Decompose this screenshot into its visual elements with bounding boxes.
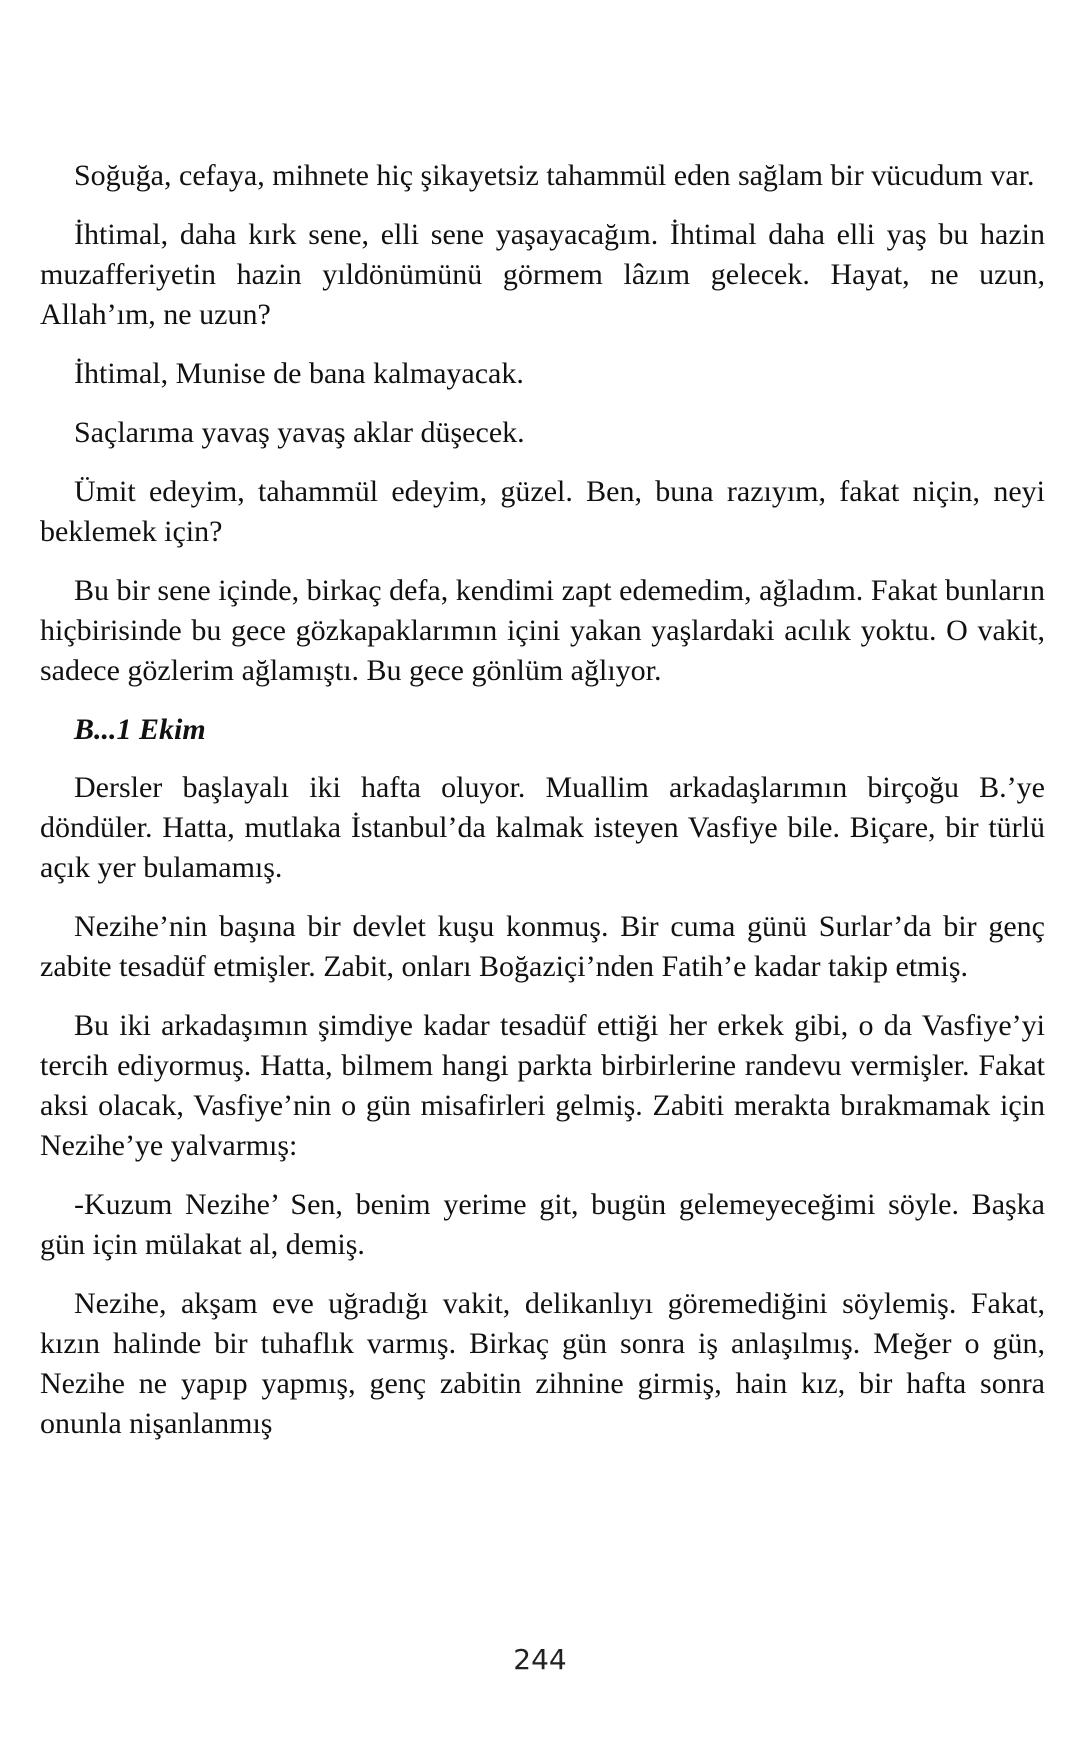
paragraph: Soğuğa, cefaya, mihnete hiç şikayetsiz tahammül eden sağlam bir vücudum var.	[74, 159, 1035, 192]
paragraph: Bu bir sene içinde, birkaç defa, kendimi zapt edemedim, ağladım. Fakat bunların hiçbirisinde bu gece gözkapaklarımın içini yakan yaşlardaki acılık yoktu. O vakit, sadece gözlerim ağlamıştı. Bu gece gönlüm ağlıyor.	[40, 574, 1045, 687]
paragraph: Dersler başlayalı iki hafta oluyor. Muallim arkadaşlarımın birçoğu B.’ye döndüler. Hatta, mutlaka İstanbul’da kalmak isteyen Vasfiye bile. Biçare, bir türlü açık yer bulamamış.	[40, 771, 1045, 884]
diary-date-heading: B...1 Ekim	[74, 713, 206, 746]
paragraph: Nezihe’nin başına bir devlet kuşu konmuş. Bir cuma günü Surlar’da bir genç zabite tesadüf etmişler. Zabit, onları Boğaziçi’nden Fatih’e kadar takip etmiş.	[40, 910, 1045, 983]
book-page-body	[40, 156, 1045, 1463]
paragraph: -Kuzum Nezihe’ Sen, benim yerime git, bugün gelemeyeceğimi söyle. Başka gün için mülakat al, demiş.	[40, 1188, 1045, 1261]
paragraph: İhtimal, Munise de bana kalmayacak.	[74, 357, 524, 390]
paragraph: Nezihe, akşam eve uğradığı vakit, delikanlıyı göremediğini söylemiş. Fakat, kızın halinde bir tuhaflık varmış. Birkaç gün sonra iş anlaşılmış. Meğer o gün, Nezihe ne yapıp yapmış, genç zabitin zihnine girmiş, hain kız, bir hafta sonra onunla nişanlanmış	[40, 1287, 1045, 1440]
paragraph: İhtimal, daha kırk sene, elli sene yaşayacağım. İhtimal daha elli yaş bu hazin muzafferiyetin hazin yıldönümünü görmem lâzım gelecek. Hayat, ne uzun, Allah’ım, ne uzun?	[40, 218, 1045, 331]
paragraph: Bu iki arkadaşımın şimdiye kadar tesadüf ettiği her erkek gibi, o da Vasfiye’yi tercih ediyormuş. Hatta, bilmem hangi parkta birbirlerine randevu vermişler. Fakat aksi olacak, Vasfiye’nin o gün misafirleri gelmiş. Zabiti merakta bırakmamak için Nezihe’ye yalvarmış:	[40, 1009, 1045, 1162]
paragraph: Saçlarıma yavaş yavaş aklar düşecek.	[74, 416, 525, 449]
paragraph: Ümit edeyim, tahammül edeyim, güzel. Ben, buna razıyım, fakat niçin, neyi beklemek için?	[40, 475, 1045, 548]
page-number: 244	[513, 1643, 567, 1676]
